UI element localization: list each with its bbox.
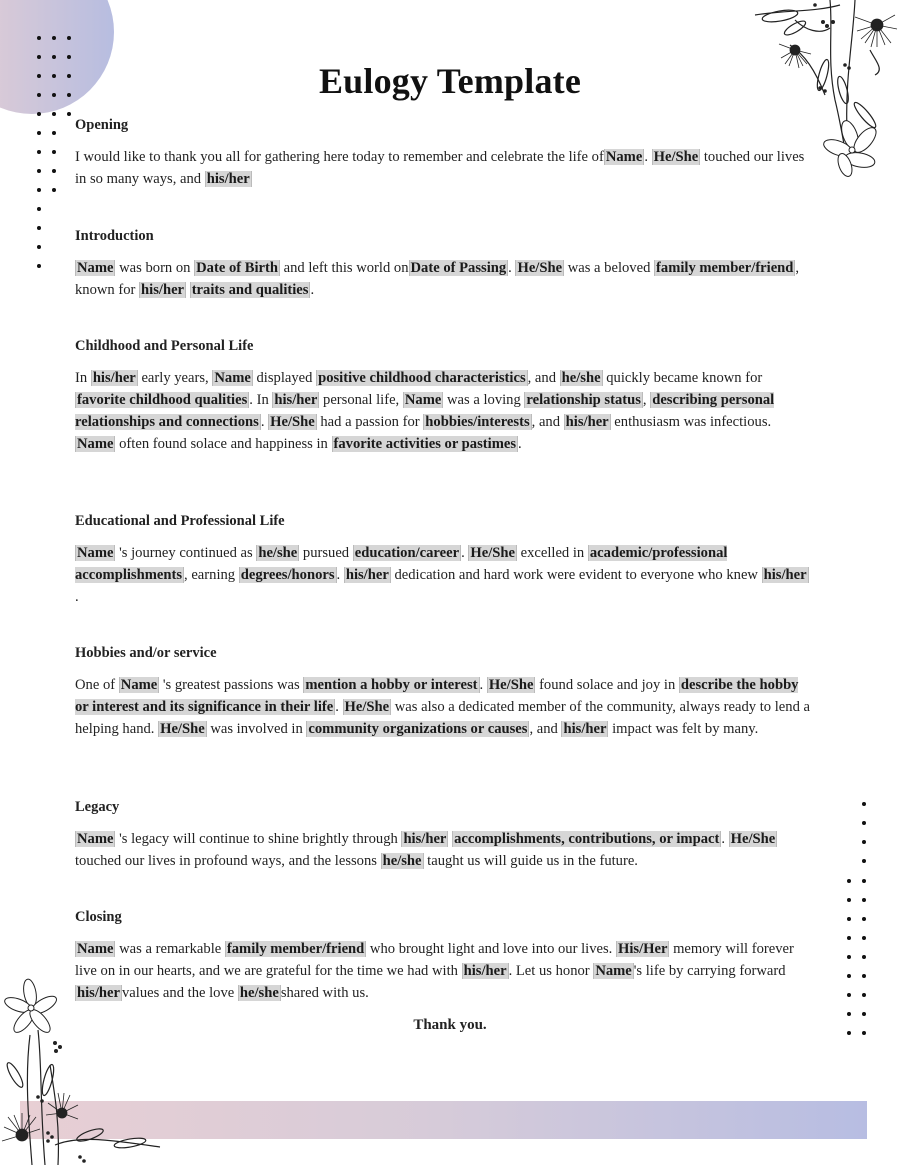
placeholder-field: He/She — [488, 677, 534, 693]
decorative-dot — [67, 112, 71, 116]
page-title: Eulogy Template — [318, 61, 582, 101]
decorative-dot — [862, 917, 866, 921]
decorative-dot — [847, 993, 851, 997]
placeholder-field: he/she — [239, 985, 279, 1001]
section-heading: Opening — [75, 117, 129, 133]
paragraph-text: was also a dedicated member of the community, always ready to lend a helping hand. — [75, 699, 810, 737]
paragraph-text: 's journey continued as — [115, 545, 257, 561]
placeholder-field: He/She — [344, 699, 390, 715]
section-closing — [75, 906, 815, 1004]
section-paragraph — [75, 367, 815, 455]
placeholder-field: he/she — [258, 545, 298, 561]
decorative-dot — [862, 802, 866, 806]
paragraph-text: . — [310, 282, 315, 298]
placeholder-field: Name — [77, 545, 114, 561]
decorative-dot — [67, 55, 71, 59]
placeholder-field: His/Her — [617, 941, 668, 957]
paragraph-text: often found solace and happiness in — [115, 436, 332, 452]
paragraph-text: touched our lives in so many ways, and — [75, 149, 805, 187]
paragraph-text: . — [336, 567, 344, 583]
section-heading: Introduction — [75, 228, 154, 244]
paragraph-text: . — [508, 260, 516, 276]
paragraph-text: . — [518, 436, 522, 452]
placeholder-field: hobbies/interests — [425, 414, 530, 430]
decorative-dot — [847, 898, 851, 902]
decorative-dot — [862, 898, 866, 902]
decorative-dot — [847, 955, 851, 959]
paragraph-text: values and the love — [121, 985, 238, 1001]
decorative-dot — [37, 112, 41, 116]
placeholder-field: education/career — [354, 545, 460, 561]
placeholder-field: Name — [77, 831, 114, 847]
decorative-dot — [847, 1012, 851, 1016]
placeholder-field: Name — [77, 436, 114, 452]
section-paragraph — [75, 146, 815, 190]
decorative-dot — [37, 245, 41, 249]
placeholder-field: He/She — [160, 721, 205, 737]
paragraph-text: 's greatest passions was — [159, 677, 304, 693]
paragraph-text: In — [75, 370, 91, 386]
paragraph-text: . — [644, 149, 652, 165]
decorative-dot — [862, 936, 866, 940]
section-heading: Closing — [75, 909, 122, 925]
decorative-dot — [37, 131, 41, 135]
placeholder-field: Date of Birth — [196, 260, 278, 276]
placeholder-field: his/her — [345, 567, 389, 583]
paragraph-text: displayed — [252, 370, 317, 386]
placeholder-field: traits and qualities — [191, 282, 309, 298]
decorative-dot — [52, 112, 56, 116]
paragraph-text: was born on — [115, 260, 195, 276]
paragraph-text: . — [461, 545, 469, 561]
paragraph-text: was a remarkable — [115, 941, 225, 957]
decorative-dot — [37, 264, 41, 268]
placeholder-field: describe the hobby or interest and its significance in their life — [75, 677, 799, 715]
section-paragraph — [75, 257, 815, 301]
placeholder-field: favorite activities or pastimes — [333, 436, 517, 452]
paragraph-text: memory will forever live on in our hearts, and we are grateful for the time we had with — [75, 941, 794, 979]
placeholder-field: Name — [214, 370, 251, 386]
placeholder-field: Name — [77, 260, 114, 276]
placeholder-field: Name — [605, 149, 643, 165]
paragraph-text: . — [75, 589, 79, 605]
placeholder-field: mention a hobby or interest — [305, 677, 478, 693]
paragraph-text: dedication and hard work were evident to everyone who knew — [390, 567, 762, 583]
placeholder-field: relationship status — [526, 392, 641, 408]
placeholder-field: degrees/honors — [240, 567, 335, 583]
paragraph-text: was a loving — [443, 392, 525, 408]
section-opening — [75, 114, 815, 190]
placeholder-field: accomplishments, contributions, or impact — [454, 831, 720, 847]
paragraph-text: personal life, — [319, 392, 403, 408]
paragraph-text: . — [479, 677, 487, 693]
decorative-dot — [37, 207, 41, 211]
decorative-dot — [862, 840, 866, 844]
decorative-dot — [862, 993, 866, 997]
paragraph-text: , and — [531, 414, 564, 430]
placeholder-field: He/She — [270, 414, 315, 430]
placeholder-field: his/her — [403, 831, 447, 847]
paragraph-text: . In — [249, 392, 273, 408]
section-heading: Legacy — [75, 799, 120, 815]
placeholder-field: positive childhood characteristics — [318, 370, 526, 386]
decorative-dot — [862, 1012, 866, 1016]
section-paragraph — [75, 542, 815, 608]
decorative-dot — [862, 859, 866, 863]
decorative-dot — [52, 131, 56, 135]
placeholder-field: his/her — [274, 392, 318, 408]
paragraph-text: was a beloved — [564, 260, 655, 276]
placeholder-field: He/She — [470, 545, 515, 561]
section-heading: Childhood and Personal Life — [75, 338, 254, 354]
paragraph-text: taught us will guide us in the future. — [423, 853, 638, 869]
decorative-dot — [862, 955, 866, 959]
paragraph-text: I would like to thank you all for gathering here today to remember and celebrate the life of — [75, 149, 604, 165]
decorative-dot — [862, 879, 866, 883]
placeholder-field: his/her — [463, 963, 507, 979]
decorative-dot — [847, 974, 851, 978]
decorative-dot — [37, 150, 41, 154]
placeholder-field: family member/friend — [226, 941, 365, 957]
decorative-dot — [862, 821, 866, 825]
placeholder-field: his/her — [565, 414, 609, 430]
paragraph-text: , earning — [184, 567, 239, 583]
paragraph-text: , known for — [75, 260, 800, 298]
decorative-dot — [52, 188, 56, 192]
paragraph-text: enthusiasm was infectious. — [610, 414, 772, 430]
section-legacy — [75, 796, 815, 872]
paragraph-text: , and — [527, 370, 560, 386]
paragraph-text: early years, — [137, 370, 213, 386]
placeholder-field: Name — [595, 963, 632, 979]
placeholder-field: his/her — [563, 721, 607, 737]
paragraph-text: . Let us honor — [508, 963, 594, 979]
paragraph-text: . — [335, 699, 343, 715]
decorative-dot — [847, 917, 851, 921]
placeholder-field: community organizations or causes — [308, 721, 528, 737]
placeholder-field: He/She — [730, 831, 776, 847]
placeholder-field: his/her — [92, 370, 136, 386]
section-paragraph — [75, 674, 815, 740]
paragraph-text: who brought light and love into our lives. — [366, 941, 616, 957]
paragraph-text: and left this world on — [280, 260, 409, 276]
decorative-dot — [67, 36, 71, 40]
section-education — [75, 510, 815, 608]
placeholder-field: his/her — [141, 282, 185, 298]
paragraph-text: . — [260, 414, 269, 430]
paragraph-text: . — [721, 831, 729, 847]
placeholder-field: He/She — [653, 149, 699, 165]
decorative-dot — [52, 55, 56, 59]
paragraph-text: was involved in — [206, 721, 307, 737]
paragraph-text: impact was felt by many. — [608, 721, 759, 737]
paragraph-text: 's legacy will continue to shine brightly through — [115, 831, 402, 847]
decorative-dot — [37, 55, 41, 59]
paragraph-text: had a passion for — [316, 414, 424, 430]
section-heading: Hobbies and/or service — [75, 645, 217, 661]
paragraph-text: found solace and joy in — [535, 677, 679, 693]
placeholder-field: Name — [120, 677, 158, 693]
closing-thank-you: Thank you. — [413, 1017, 487, 1033]
section-heading: Educational and Professional Life — [75, 513, 285, 529]
paragraph-text: , — [642, 392, 651, 408]
decorative-dot — [52, 150, 56, 154]
placeholder-field: Name — [404, 392, 442, 408]
section-paragraph — [75, 828, 815, 872]
paragraph-text: pursued — [299, 545, 353, 561]
placeholder-field: Name — [77, 941, 114, 957]
placeholder-field: his/her — [77, 985, 120, 1001]
paragraph-text: One of — [75, 677, 119, 693]
placeholder-field: describing personal relationships and connections — [75, 392, 775, 430]
paragraph-text: touched our lives in profound ways, and the lessons — [75, 853, 381, 869]
decorative-dot — [37, 226, 41, 230]
section-introduction — [75, 225, 815, 301]
decorative-dot — [847, 936, 851, 940]
paragraph-text: 's life by carrying forward — [633, 963, 786, 979]
section-hobbies — [75, 642, 815, 740]
placeholder-field: his/her — [763, 567, 807, 583]
placeholder-field: He/She — [517, 260, 563, 276]
paragraph-text: excelled in — [516, 545, 588, 561]
placeholder-field: Date of Passing — [410, 260, 507, 276]
placeholder-field: he/she — [561, 370, 601, 386]
decorative-dot — [847, 879, 851, 883]
decorative-dot — [52, 169, 56, 173]
placeholder-field: his/her — [206, 171, 250, 187]
decorative-dot — [37, 169, 41, 173]
placeholder-field: favorite childhood qualities — [77, 392, 248, 408]
section-paragraph — [75, 938, 815, 1004]
section-childhood — [75, 335, 815, 455]
paragraph-text: , and — [529, 721, 562, 737]
decorative-dot — [52, 36, 56, 40]
paragraph-text: quickly became known for — [602, 370, 763, 386]
placeholder-field: family member/friend — [656, 260, 794, 276]
decorative-dot — [37, 188, 41, 192]
placeholder-field: he/she — [382, 853, 422, 869]
decorative-dot — [37, 36, 41, 40]
paragraph-text: shared with us. — [280, 985, 369, 1001]
placeholder-field: academic/professional accomplishments — [75, 545, 728, 583]
decorative-dot — [862, 974, 866, 978]
